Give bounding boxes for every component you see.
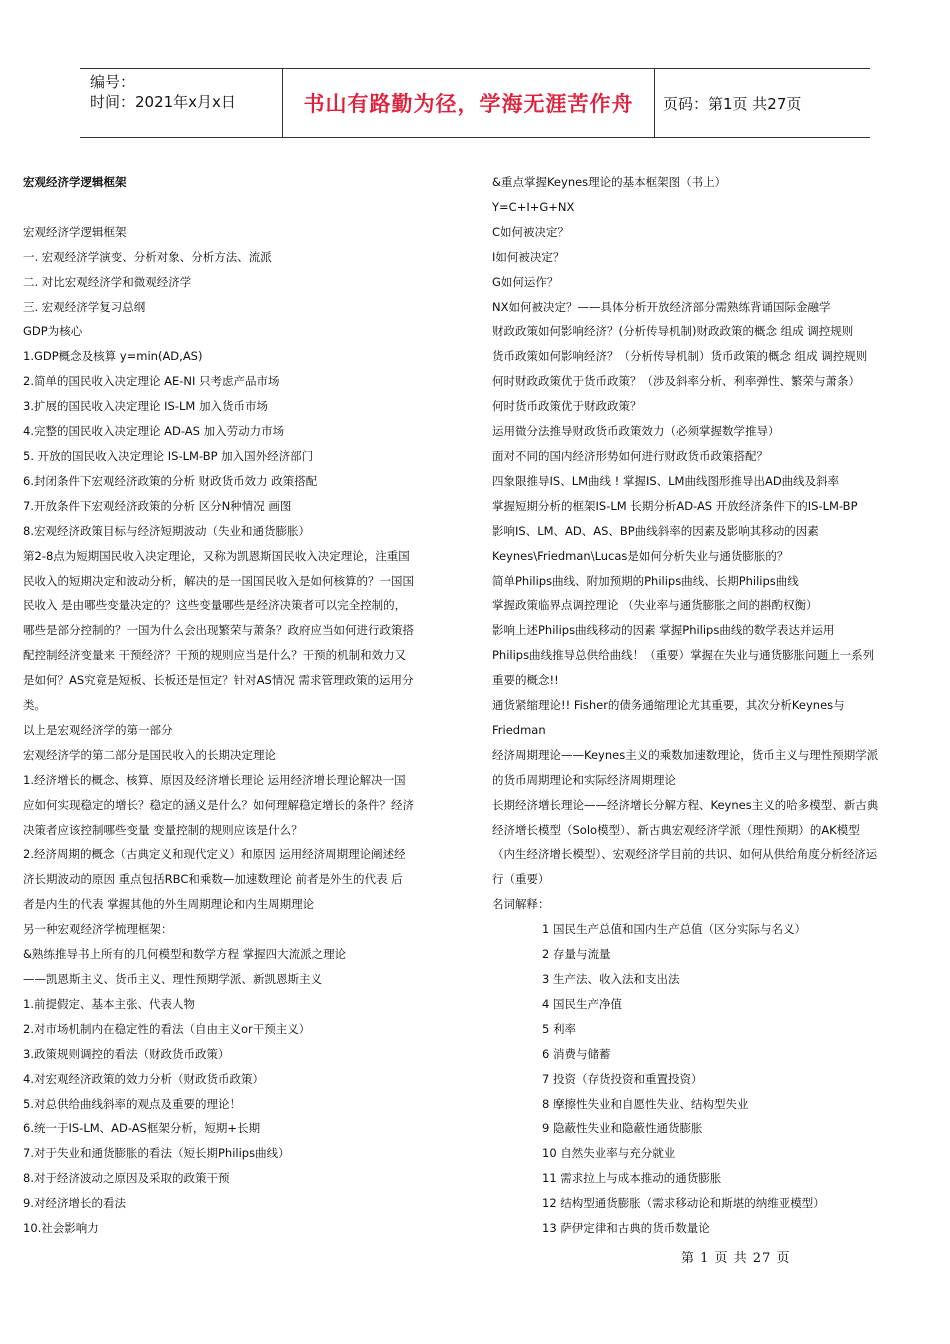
text-line: 1 国民生产总值和国内生产总值（区分实际与名义） — [542, 922, 806, 937]
text-line: 通货紧缩理论!! Fisher的债务通缩理论尤其重要，其次分析Keynes与 — [492, 698, 845, 713]
header-meta — [80, 69, 282, 137]
text-line: 一. 宏观经济学演变、分析对象、分析方法、流派 — [23, 249, 272, 264]
text-line: 影响IS、LM、AD、AS、BP曲线斜率的因素及影响其移动的因素 — [492, 523, 819, 538]
text-line: 7.对于失业和通货膨胀的看法（短长期Philips曲线） — [23, 1146, 290, 1161]
text-line: 另一种宏观经济学梳理框架： — [23, 922, 173, 937]
text-line: 济长期波动的原因 重点包括RBC和乘数—加速数理论 前者是外生的代表 后 — [23, 872, 403, 887]
text-line: 民收入的短期决定和波动分析，解决的是一国国民收入是如何核算的？一国国 — [23, 573, 414, 588]
text-line: 4.完整的国民收入决定理论 AD-AS 加入劳动力市场 — [23, 424, 285, 439]
text-line: （内生经济增长模型）、宏观经济学目前的共识、如何从供给角度分析经济运 — [492, 847, 878, 862]
text-line: GDP为核心 — [23, 324, 83, 339]
text-line: 12 结构型通货膨胀（需求移动论和斯堪的纳维亚模型） — [542, 1196, 825, 1211]
text-line: 5. 开放的国民收入决定理论 IS-LM-BP 加入国外经济部门 — [23, 448, 314, 463]
text-line: 配控制经济变量来 干预经济？干预的规则应当是什么？干预的机制和效力又 — [23, 648, 407, 663]
text-line: 掌握短期分析的框架IS-LM 长期分析AD-AS 开放经济条件下的IS-LM-BP — [492, 498, 858, 513]
text-line: Friedman — [492, 722, 546, 737]
text-line: 长期经济增长理论——经济增长分解方程、Keynes主义的哈多模型、新古典 — [492, 797, 879, 812]
page-footer: 第 1 页 共 27 页 — [681, 1251, 791, 1266]
text-line: 以上是宏观经济学的第一部分 — [23, 722, 173, 737]
text-line: 4.对宏观经济政策的效力分析（财政货币政策） — [23, 1071, 264, 1086]
text-line — [23, 195, 463, 220]
text-line: 6 消费与储蓄 — [542, 1046, 611, 1061]
text-line: C如何被决定？ — [492, 224, 570, 239]
text-line: 四象限推导IS、LM曲线 ! 掌握IS、LM曲线图形推导出AD曲线及斜率 — [492, 473, 840, 488]
document-time-label: 时间：2021年x月x日 — [90, 93, 236, 111]
document-number-label: 编号： — [90, 73, 136, 91]
text-line: NX如何被决定？——具体分析开放经济部分需熟练背诵国际金融学 — [492, 299, 831, 314]
text-line: Philips曲线推导总供给曲线！（重要）掌握在失业与通货膨胀问题上一系列 — [492, 648, 875, 663]
text-line: 行（重要） — [492, 872, 550, 887]
text-line: 二. 对比宏观经济学和微观经济学 — [23, 274, 192, 289]
text-line: 何时财政政策优于货币政策？（涉及斜率分析、利率弹性、繁荣与萧条） — [492, 374, 860, 389]
text-line: 宏观经济学逻辑框架 — [23, 224, 127, 239]
text-line: Y=C+I+G+NX — [492, 199, 575, 214]
text-line: 11 需求拉上与成本推动的通货膨胀 — [542, 1171, 722, 1186]
text-line: 运用微分法推导财政货币政策效力（必须掌握数学推导） — [492, 424, 780, 439]
text-line: 货币政策如何影响经济？（分析传导机制）货币政策的概念 组成 调控规则 — [492, 349, 868, 364]
text-line: 10.社会影响力 — [23, 1221, 99, 1236]
text-line: 应如何实现稳定的增长？稳定的涵义是什么？如何理解稳定增长的条件？经济 — [23, 797, 414, 812]
text-line: 名词解释： — [492, 897, 550, 912]
text-line: 3.政策规则调控的看法（财政货币政策） — [23, 1046, 230, 1061]
header-page-label: 页码：第1页 共27页 — [663, 94, 802, 113]
text-line: 9 隐蔽性失业和隐蔽性通货膨胀 — [542, 1121, 703, 1136]
text-line: 类。 — [23, 698, 46, 713]
text-line: 2.简单的国民收入决定理论 AE-NI 只考虑产品市场 — [23, 374, 280, 389]
text-line: 3 生产法、收入法和支出法 — [542, 972, 680, 986]
text-line: I如何被决定？ — [492, 249, 565, 264]
text-line: 者是内生的代表 掌握其他的外生周期理论和内生周期理论 — [23, 897, 315, 912]
text-line: 第2-8点为短期国民收入决定理论，又称为凯恩斯国民收入决定理论，注重国 — [23, 548, 410, 563]
text-line: 6.统一于IS-LM、AD-AS框架分析，短期+长期 — [23, 1121, 261, 1136]
text-line: 简单Philips曲线、附加预期的Philips曲线、长期Philips曲线 — [492, 573, 799, 588]
text-line: 9.对经济增长的看法 — [23, 1196, 126, 1211]
text-line: 1.前提假定、基本主张、代表人物 — [23, 996, 195, 1011]
text-line: 三. 宏观经济学复习总纲 — [23, 299, 146, 314]
text-line: 7.开放条件下宏观经济政策的分析 区分N种情况 画图 — [23, 498, 292, 513]
text-line: 是如何？AS究竟是短板、长板还是恒定？针对AS情况 需求管理政策的运用分 — [23, 673, 414, 688]
header-motto: 书山有路勤为径，学海无涯苦作舟 — [282, 69, 655, 137]
text-line: Keynes\Friedman\Lucas是如何分析失业与通货膨胀的？ — [492, 548, 789, 563]
text-line: 4 国民生产净值 — [542, 996, 622, 1011]
right-column — [492, 170, 932, 1241]
text-line: 8.宏观经济政策目标与经济短期波动（失业和通货膨胀） — [23, 523, 310, 538]
text-line: 民收入 是由哪些变量决定的？这些变量哪些是经济决策者可以完全控制的， — [23, 598, 407, 613]
text-line: G如何运作？ — [492, 274, 559, 289]
text-line: ——凯恩斯主义、货币主义、理性预期学派、新凯恩斯主义 — [23, 972, 322, 986]
text-line: 1.经济增长的概念、核算、原因及经济增长理论 运用经济增长理论解决一国 — [23, 772, 406, 787]
text-line: 决策者应该控制哪些变量 变量控制的规则应该是什么？ — [23, 822, 303, 837]
text-line: &熟练推导书上所有的几何模型和数学方程 掌握四大流派之理论 — [23, 947, 347, 962]
text-line: 5 利率 — [542, 1021, 576, 1036]
text-line: 13 萨伊定律和古典的货币数量论 — [542, 1221, 710, 1236]
text-line: 的货币周期理论和实际经济周期理论 — [492, 772, 676, 787]
text-line: 财政政策如何影响经济？(分析传导机制)财政政策的概念 组成 调控规则 — [492, 324, 854, 339]
text-line: 重要的概念!! — [492, 673, 559, 688]
text-line: 2.对市场机制内在稳定性的看法（自由主义or干预主义） — [23, 1021, 311, 1036]
text-line: 7 投资（存货投资和重置投资） — [542, 1071, 703, 1086]
text-line: 宏观经济学逻辑框架 — [23, 175, 127, 189]
text-line: 5.对总供给曲线斜率的观点及重要的理论！ — [23, 1096, 241, 1111]
text-line: 8.对于经济波动之原因及采取的政策干预 — [23, 1171, 230, 1186]
page-header — [80, 68, 870, 138]
text-line: &重点掌握Keynes理论的基本框架图（书上） — [492, 175, 727, 189]
text-line: 3.扩展的国民收入决定理论 IS-LM 加入货币市场 — [23, 399, 268, 414]
text-line: 6.封闭条件下宏观经济政策的分析 财政货币效力 政策搭配 — [23, 473, 318, 488]
text-line: 经济周期理论——Keynes主义的乘数加速数理论，货币主义与理性预期学派 — [492, 747, 879, 762]
text-line: 10 自然失业率与充分就业 — [542, 1146, 676, 1161]
text-line: 经济增长模型（Solo模型）、新古典宏观经济学派（理性预期）的AK模型 — [492, 822, 860, 837]
text-line: 宏观经济学的第二部分是国民收入的长期决定理论 — [23, 747, 276, 762]
text-line: 2 存量与流量 — [542, 947, 611, 962]
text-line: 哪些是部分控制的？一国为什么会出现繁荣与萧条？政府应当如何进行政策搭 — [23, 623, 414, 638]
text-line: 2.经济周期的概念（古典定义和现代定义）和原因 运用经济周期理论阐述经 — [23, 847, 406, 862]
text-line: 面对不同的国内经济形势如何进行财政货币政策搭配？ — [492, 448, 768, 463]
text-line: 掌握政策临界点调控理论 （失业率与通货膨胀之间的斟酌权衡） — [492, 598, 818, 613]
text-line: 1.GDP概念及核算 y=min(AD,AS) — [23, 349, 203, 364]
text-line: 8 摩擦性失业和自愿性失业、结构型失业 — [542, 1096, 749, 1111]
left-column — [23, 170, 463, 1241]
text-line: 影响上述Philips曲线移动的因素 掌握Philips曲线的数学表达并运用 — [492, 623, 835, 638]
text-line: 何时货币政策优于财政政策？ — [492, 399, 642, 414]
